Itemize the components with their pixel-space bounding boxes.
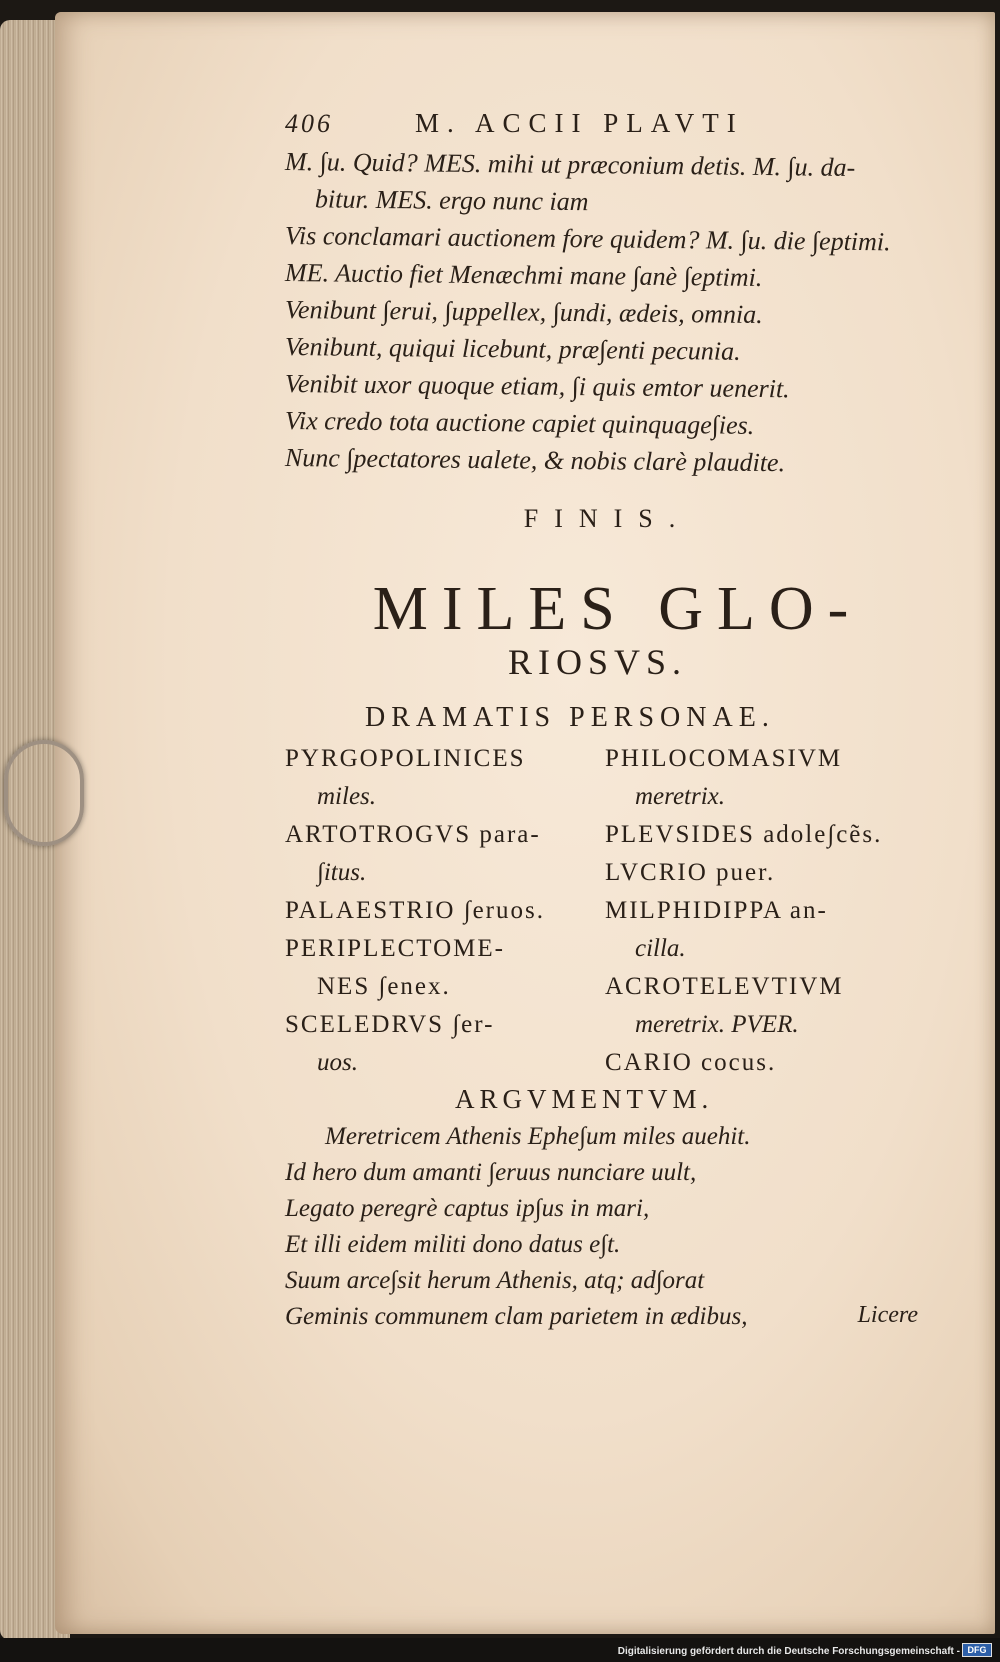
- funding-credit: Digitalisierung gefördert durch die Deutsche Forschungsgemeinschaft -: [617, 1646, 960, 1657]
- verse-line: ME. Auctio fiet Menæchmi mane ∫anè ∫eptimi.: [284, 258, 763, 292]
- cast-entry: meretrix. PVER.: [635, 1011, 799, 1038]
- argumentum-text: [285, 1119, 950, 1335]
- catchword: Licere: [857, 1302, 918, 1328]
- cast-entry: MILPHIDIPPA an-: [605, 897, 828, 924]
- cast-entry: PLEVSIDES adole∫cẽs.: [605, 821, 883, 848]
- argumentum-line: Id hero dum amanti ∫eruus nunciare uult,: [285, 1159, 697, 1186]
- argumentum-line: Et illi eidem militi dono datus e∫t.: [285, 1231, 621, 1258]
- verse-line: Nunc ∫pectatores ualete, & nobis clarè plaudite.: [284, 443, 786, 478]
- cast-entry: ∫itus.: [317, 859, 367, 886]
- cast-entry: LVCRIO puer.: [605, 859, 776, 886]
- cast-entry: miles.: [317, 783, 377, 810]
- verse-line: Venibit uxor quoque etiam, ∫i quis emtor uenerit.: [284, 369, 790, 404]
- cast-entry: PALAESTRIO ∫eruos.: [285, 897, 545, 924]
- cast-list: [285, 740, 950, 1082]
- argumentum-line: Meretricem Athenis Ephe∫um miles auehit.: [325, 1123, 751, 1150]
- finis-label: FINIS.: [523, 504, 692, 533]
- dramatis-personae-heading: DRAMATIS PERSONAE.: [365, 702, 775, 733]
- running-head: M. ACCII PLAVTI: [415, 108, 744, 138]
- cast-entry: ARTOTROGVS para-: [285, 821, 541, 848]
- cast-entry: PERIPLECTOME-: [285, 935, 505, 962]
- argumentum-line: Legato peregrè captus ip∫us in mari,: [285, 1195, 650, 1222]
- page-number: 406: [285, 109, 333, 138]
- cast-entry: uos.: [317, 1049, 358, 1076]
- page-text: [285, 108, 950, 1335]
- cast-entry: cilla.: [635, 935, 686, 962]
- cast-entry: CARIO cocus.: [605, 1049, 777, 1076]
- argumentum-line: Geminis communem clam parietem in ædibus,: [285, 1303, 748, 1330]
- clip-ring: [4, 740, 84, 846]
- verse-line: bitur. MES. ergo nunc iam: [314, 184, 589, 217]
- argumentum-line: Suum arce∫sit herum Athenis, atq; ad∫orat: [285, 1267, 705, 1294]
- verse-line: Vis conclamari auctionem fore quidem? M. ∫u. die ∫eptimi.: [284, 221, 891, 257]
- cast-entry: ACROTELEVTIVM: [605, 973, 844, 1000]
- verse-line: Vix credo tota auctione capiet quinquage∫ies.: [284, 406, 755, 440]
- verse-line: Venibunt, quiqui licebunt, præ∫enti pecunia.: [284, 332, 741, 366]
- cast-entry: meretrix.: [635, 783, 726, 810]
- dfg-logo: DFG: [962, 1643, 992, 1657]
- play-title: MILES GLO-: [372, 575, 863, 643]
- play-title-continued: RIOSVS.: [507, 642, 688, 682]
- closing-verses: [285, 143, 950, 476]
- cast-entry: PHILOCOMASIVM: [605, 745, 843, 772]
- cast-entry: SCELEDRVS ∫er-: [285, 1011, 495, 1038]
- cast-entry: NES ∫enex.: [317, 973, 451, 1000]
- page-header: [285, 108, 950, 139]
- verse-line: M. ∫u. Quid? MES. mihi ut præconium detis. M. ∫u. da-: [284, 147, 856, 182]
- verse-line: Venibunt ∫erui, ∫uppellex, ∫undi, ædeis, omnia.: [284, 295, 763, 330]
- cast-entry: PYRGOPOLINICES: [285, 745, 526, 772]
- argumentum-heading: ARGVMENTVM.: [455, 1084, 714, 1114]
